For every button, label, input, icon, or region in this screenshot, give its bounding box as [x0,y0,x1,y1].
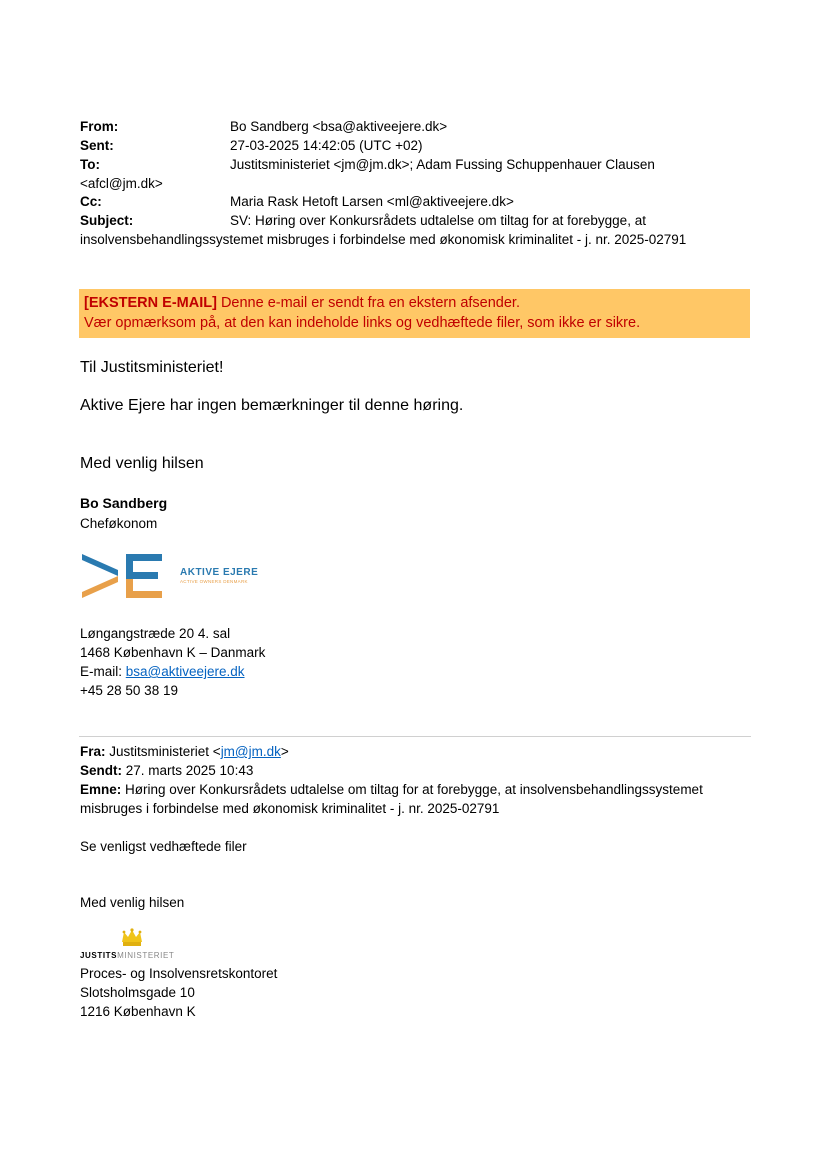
phone: +45 28 50 38 19 [80,683,178,698]
cc-label: Cc: [80,194,102,209]
logo-subtext: ACTIVE OWNERS DENMARK [180,579,248,584]
email-line [80,662,245,681]
email-link[interactable]: bsa@aktiveejere.dk [125,664,245,679]
office-name: Proces- og Insolvensretskontoret [80,966,278,981]
ministry-wordmark-light: MINISTERIET [117,951,175,960]
divider [79,736,751,737]
ministry-wordmark [80,951,174,960]
fwd-closing: Med venlig hilsen [80,895,185,910]
banner-line-1 [84,293,750,313]
ministry-wordmark-bold: JUSTITS [80,951,118,960]
sent-value: 27-03-2025 14:42:05 (UTC +02) [230,138,423,153]
to-label: To: [80,157,100,172]
fwd-sent-value: 27. marts 2025 10:43 [122,763,254,778]
banner-line1-text: Denne e-mail er sendt fra en ekstern afsender. [216,295,520,311]
subject-label: Subject: [80,213,134,228]
fwd-from-name: Justitsministeriet < [105,744,221,759]
sent-label: Sent: [80,138,114,153]
from-value: Bo Sandberg <bsa@aktiveejere.dk> [230,119,448,134]
fwd-sent-label: Sendt: [80,763,122,778]
subject-continuation: insolvensbehandlingssystemet misbruges i forbindelse med økonomisk kriminalitet - j. nr. 2025-02791 [80,232,687,247]
cc-value: Maria Rask Hetoft Larsen <ml@aktiveejere.dk> [230,194,514,209]
signature-name: Bo Sandberg [80,495,168,511]
crown-icon [120,928,144,948]
greeting: Til Justitsministeriet! [80,359,224,376]
banner-line-2: Vær opmærksom på, at den kan indeholde links og vedhæftede filer, som ikke er sikre. [84,315,641,331]
fwd-message: Se venligst vedhæftede filer [80,839,247,854]
aktive-ejere-logo-mark [82,552,164,600]
fwd-subject-value: Høring over Konkursrådets udtalelse om tiltag for at forebygge, at insolvensbehandlingssystemet [121,782,703,797]
logo-text: AKTIVE EJERE [180,567,259,578]
subject-value: SV: Høring over Konkursrådets udtalelse om tiltag for at forebygge, at [230,213,646,228]
fwd-from-close: > [280,744,289,759]
external-email-banner [79,289,750,338]
office-city: 1216 København K [80,1004,196,1019]
email-label: E-mail: [80,664,126,679]
fwd-from-label: Fra: [80,744,106,759]
fwd-sent [80,761,253,780]
fwd-subject-continuation: misbruges i forbindelse med økonomisk kriminalitet - j. nr. 2025-02791 [80,801,500,816]
to-continuation: <afcl@jm.dk> [80,176,163,191]
address-line-2: 1468 København K – Danmark [80,645,266,660]
justitsministeriet-logo [80,928,190,962]
fwd-from-email-link[interactable]: jm@jm.dk [220,744,281,759]
fwd-from [80,742,289,761]
banner-tag: [EKSTERN E-MAIL] [84,295,217,311]
from-label: From: [80,119,119,134]
address-line-1: Løngangstræde 20 4. sal [80,626,231,641]
signature-title: Cheføkonom [80,516,158,531]
office-street: Slotsholmsgade 10 [80,985,195,1000]
aktive-ejere-logo [82,552,262,600]
closing: Med venlig hilsen [80,455,204,472]
body-text: Aktive Ejere har ingen bemærkninger til denne høring. [80,397,464,414]
to-value: Justitsministeriet <jm@jm.dk>; Adam Fussing Schuppenhauer Clausen [230,157,655,172]
fwd-subject [80,780,703,799]
fwd-subject-label: Emne: [80,782,122,797]
